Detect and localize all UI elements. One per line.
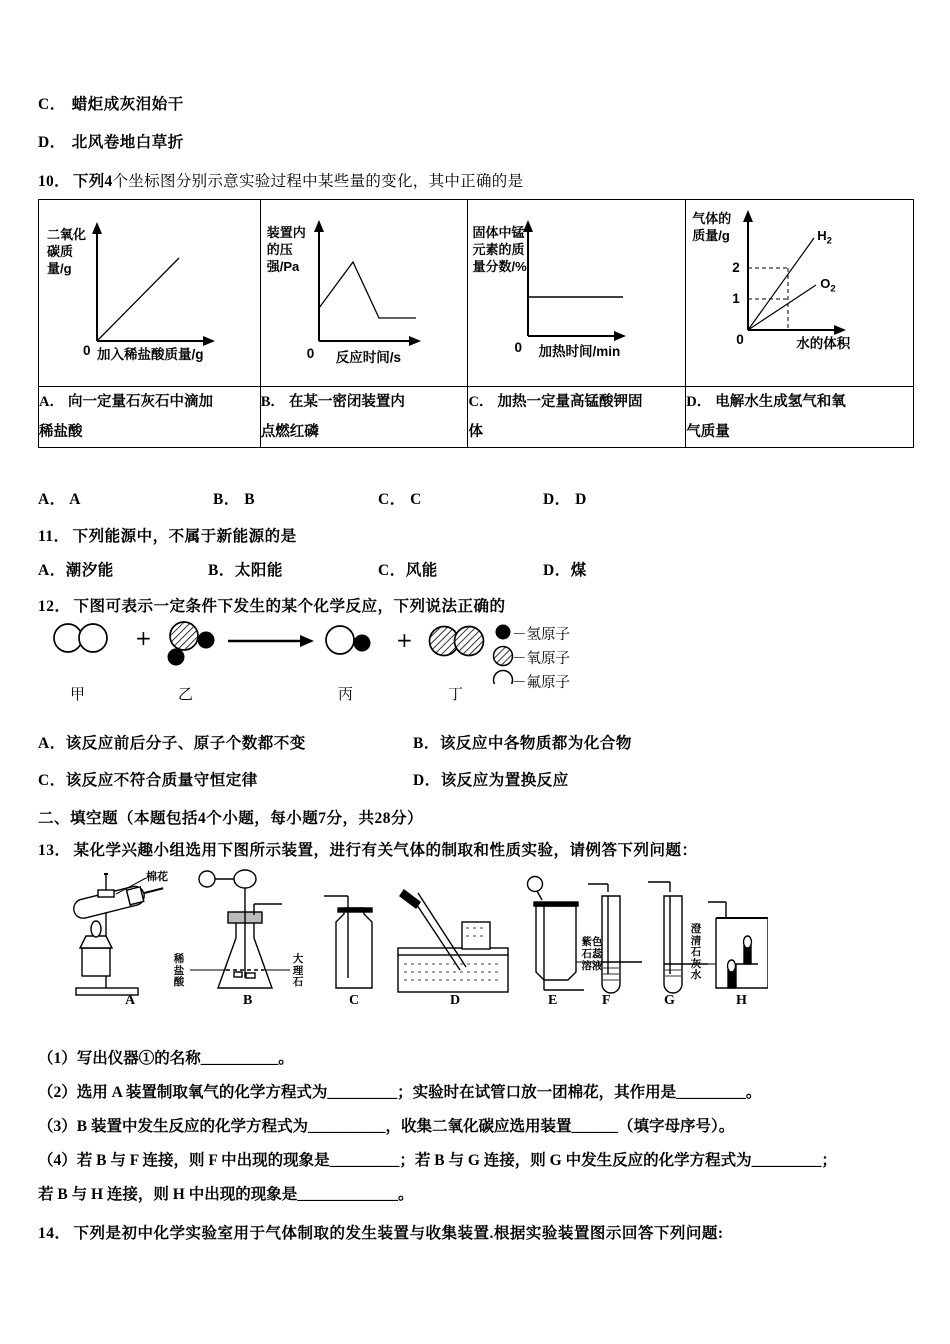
section-2-title: 二、填空题（本题包括 [38, 810, 199, 827]
molecule-svg [48, 616, 668, 684]
apparatus-letter-b: B [243, 993, 253, 1008]
answer-text-d2: 气质量 [686, 424, 730, 440]
option-letter: D． [38, 134, 66, 151]
question-10-choices [38, 487, 914, 509]
question-10-chart-table [38, 199, 914, 448]
answer-cell-c [468, 387, 686, 448]
answer-text-a2: 稀盐酸 [39, 424, 83, 440]
question-12-text: 下图可表示一定条件下发生的某个化学反应，下列说法正确的 [73, 598, 506, 615]
question-11-stem [38, 524, 914, 546]
q12-option-d[interactable]: D．该反应为置换反应 [413, 772, 569, 789]
apparatus-letter-c: C [349, 993, 360, 1008]
chart-d-ytick-1: 1 [732, 291, 740, 306]
molecule-label-jia: 甲 [70, 686, 86, 703]
answer-letter-d: D． [686, 394, 712, 410]
answer-text-c: 加热一定量高锰酸钾固 [497, 394, 643, 410]
chart-co2-mass [39, 200, 260, 386]
answer-text-a: 向一定量石灰石中滴加 [67, 394, 213, 410]
option-text: 北风卷地白草折 [71, 134, 184, 151]
label-litmus: 紫色石蕊溶液 [581, 936, 603, 972]
chart-b-ylabel: 装置内的压强/Pa [266, 225, 306, 274]
chart-a-xlabel: 加入稀盐酸质量/g [97, 347, 204, 362]
apparatus-figure [68, 866, 768, 1026]
answer-letter-b: B． [260, 394, 285, 410]
question-13-text: 某化学兴趣小组选用下图所示装置，进行有关气体的制取和性质实验，请例答下列问题： [73, 842, 698, 859]
chart-d-origin: 0 [736, 332, 744, 347]
chart-gas-mass [686, 200, 913, 386]
question-11-options [38, 558, 914, 580]
question-13-stem [38, 838, 914, 860]
q10-choice-c[interactable]: C． C [378, 491, 422, 508]
svg-text:+: + [396, 628, 413, 652]
section-2-mid2: 分，共 [326, 810, 375, 827]
question-10-stem-rest: 个坐标图分别示意实验过程中某些量的变化，其中正确的是 [112, 173, 524, 190]
question-14-stem [38, 1221, 914, 1243]
option-row-c [38, 92, 914, 114]
question-13-sub-4: （4）若 B 与 F 连接，则 F 中出现的现象是_________；若 B 与 G 连接，则 G 中发生反应的化学方程式为_________； [38, 1152, 837, 1169]
chart-a-origin: 0 [83, 343, 91, 358]
molecule-label-ding: 丁 [448, 686, 464, 703]
section-2-total: 28 [374, 810, 392, 827]
question-12-stem [38, 594, 914, 616]
option-letter: C． [38, 96, 66, 113]
section-2-count: 4 [198, 810, 207, 827]
label-limewater: 澄清石灰水 [690, 923, 702, 981]
q12-option-c[interactable]: C．该反应不符合质量守恒定律 [38, 772, 258, 789]
chart-c-xlabel: 加热时间/min [538, 344, 621, 359]
answer-text-b: 在某一密闭装置内 [288, 394, 405, 410]
svg-text:+: + [135, 626, 152, 650]
q12-option-b[interactable]: B．该反应中各物质都为化合物 [413, 735, 632, 752]
apparatus-letter-e: E [548, 993, 558, 1008]
q11-option-c[interactable]: C．风能 [378, 562, 438, 579]
apparatus-letter-h: H [736, 993, 747, 1008]
q11-option-a[interactable]: A．潮汐能 [38, 562, 114, 579]
answer-text-c2: 体 [468, 424, 483, 440]
apparatus-letter-f: F [602, 993, 611, 1008]
label-cotton: 棉花 [146, 871, 168, 883]
answer-cell-d [686, 387, 914, 448]
section-2-end: 分） [391, 810, 424, 827]
chart-d-ytick-2: 2 [732, 260, 740, 275]
question-14-number: 14． [38, 1225, 71, 1242]
label-dilute-acid: 稀盐酸 [173, 953, 185, 988]
option-text: 蜡炬成灰泪始干 [71, 96, 184, 113]
chart-cell-d [686, 200, 914, 387]
chart-b-xlabel: 反应时间/s [335, 350, 401, 365]
chart-d-xlabel: 水的体积 [796, 336, 851, 351]
chart-row [39, 200, 914, 387]
question-11-number: 11． [38, 528, 70, 545]
question-14-text: 下列是初中化学实验室用于气体制取的发生装置与收集装置.根据实验装置图示回答下列问题: [73, 1225, 724, 1242]
question-10-stem [38, 169, 914, 191]
chart-pressure [261, 200, 468, 386]
molecule-label-bing: 丙 [338, 686, 354, 703]
question-11-text: 下列能源中，不属于新能源的是 [72, 528, 297, 545]
chart-mn-fraction [468, 200, 685, 386]
question-10-stem-count: 4 [104, 173, 113, 190]
answer-row [39, 387, 914, 448]
chart-cell-b [260, 200, 468, 387]
chart-d-series-o2: $O_2$ [820, 276, 836, 295]
section-2-mid: 个小题，每小题 [206, 810, 319, 827]
question-10-stem-bold: 下列 [72, 173, 105, 190]
option-row-d [38, 130, 914, 152]
answer-cell-a [39, 387, 261, 448]
molecule-label-yi: 乙 [178, 686, 194, 703]
apparatus-letter-d: D [450, 993, 461, 1008]
question-13-number: 13． [38, 842, 71, 859]
apparatus-letter-a: A [125, 993, 136, 1008]
q10-choice-d[interactable]: D． D [543, 491, 587, 508]
section-2-heading [38, 806, 914, 828]
question-12-options-row2 [38, 768, 914, 790]
chart-c-origin: 0 [514, 340, 522, 355]
q11-option-d[interactable]: D．煤 [543, 562, 587, 579]
question-12-number: 12． [38, 598, 71, 615]
chart-cell-c [468, 200, 686, 387]
chart-c-ylabel: 固体中锰元素的质量分数/% [472, 225, 527, 274]
legend-hydrogen: －氢原子 [512, 627, 570, 643]
question-10-number: 10． [38, 173, 70, 190]
question-13-sub-2: （2）选用 A 装置制取氧气的化学方程式为_________；实验时在试管口放一团棉花，其作用是_________。 [38, 1084, 762, 1101]
answer-text-b2: 点燃红磷 [260, 424, 319, 440]
legend-fluorine: －氟原子 [512, 675, 570, 691]
question-12-options-row1 [38, 731, 914, 753]
section-2-points: 7 [318, 810, 327, 827]
q10-choice-a[interactable]: A． A [38, 491, 81, 508]
question-13-sub-3: （3）B 装置中发生反应的化学方程式为__________，收集二氧化碳应选用装置______（填字母序号）。 [38, 1118, 735, 1135]
q11-option-b[interactable]: B．太阳能 [208, 562, 283, 579]
molecule-reaction-diagram [48, 616, 668, 716]
question-13-sub-5: 若 B 与 H 连接，则 H 中出现的现象是_____________。 [38, 1186, 414, 1203]
chart-d-series-h2: $H_2$ [817, 228, 832, 247]
answer-letter-a: A． [39, 394, 64, 410]
chart-b-origin: 0 [306, 346, 315, 361]
chart-d-ylabel: 气体的质量/g [692, 211, 732, 243]
chart-a-ylabel: 二氧化碳质量/g [47, 227, 87, 276]
answer-letter-c: C． [468, 394, 494, 410]
label-marble: 大理石 [292, 953, 304, 988]
legend-oxygen: －氧原子 [512, 651, 570, 667]
q12-option-a[interactable]: A．该反应前后分子、原子个数都不变 [38, 735, 306, 752]
chart-cell-a [39, 200, 261, 387]
apparatus-letter-g: G [664, 993, 675, 1008]
answer-text-d: 电解水生成氢气和氧 [715, 394, 846, 410]
question-13-sub-1: （1）写出仪器①的名称__________。 [38, 1050, 294, 1067]
answer-cell-b [260, 387, 468, 448]
q10-choice-b[interactable]: B． B [213, 491, 256, 508]
